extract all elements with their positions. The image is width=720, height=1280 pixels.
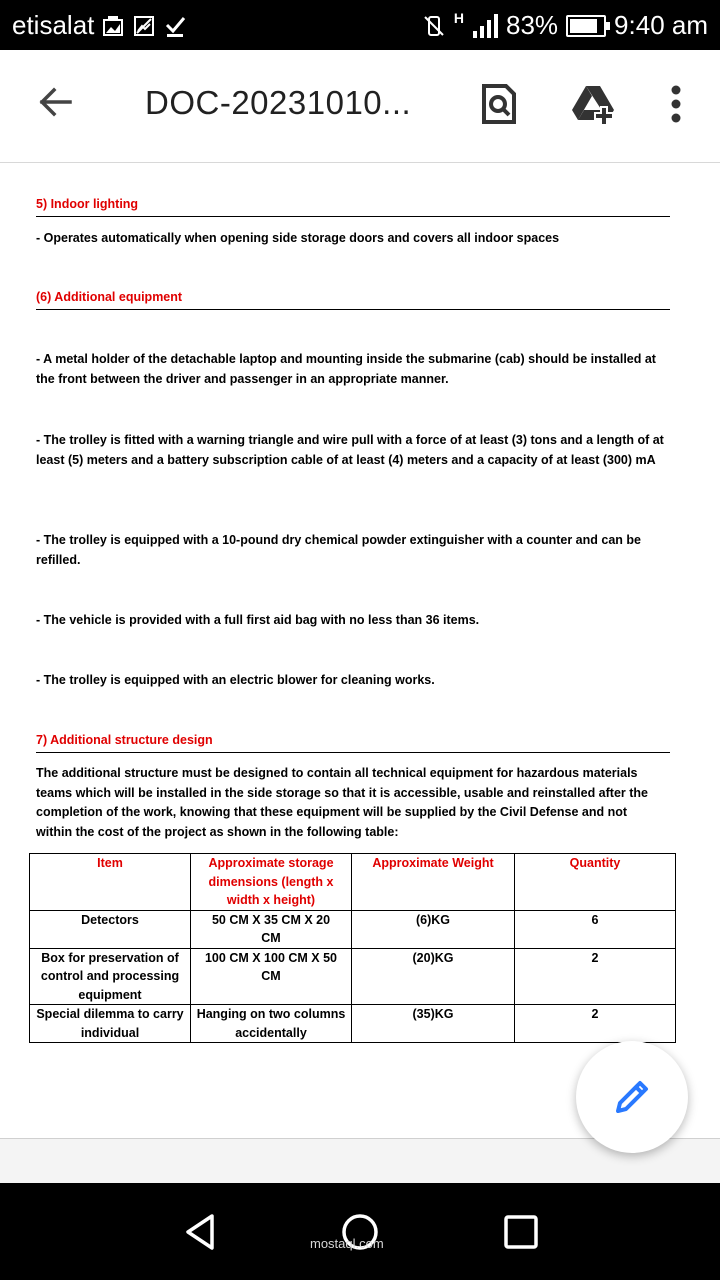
signal-icon bbox=[472, 13, 498, 39]
status-left bbox=[12, 10, 186, 41]
clock: 9:40 am bbox=[614, 10, 708, 40]
back-triangle-icon[interactable] bbox=[180, 1211, 222, 1253]
carrier-label: etisalat bbox=[12, 10, 95, 40]
section-5-rule bbox=[36, 216, 670, 217]
table-row bbox=[30, 948, 676, 1005]
table-cell: (20)KG bbox=[352, 948, 515, 1005]
watermark: mostaql.com bbox=[310, 1236, 384, 1251]
table-cell: (35)KG bbox=[352, 1005, 515, 1043]
table-cell: 6 bbox=[515, 910, 676, 948]
table-cell: Detectors bbox=[30, 910, 191, 948]
table-cell: 2 bbox=[515, 1005, 676, 1043]
equipment-table bbox=[29, 853, 676, 1043]
navigation-bar bbox=[0, 1183, 720, 1280]
section-7-title: 7) Additional structure design bbox=[36, 733, 213, 747]
section-5-title: 5) Indoor lighting bbox=[36, 197, 139, 211]
photo-icon bbox=[132, 14, 156, 38]
section-6-item: - The trolley is equipped with an electric blower for cleaning works. bbox=[36, 673, 435, 687]
section-5-text: - Operates automatically when opening side storage doors and covers all indoor spaces bbox=[36, 231, 560, 245]
section-6-item: - The trolley is fitted with a warning triangle and wire pull with a force of at least (3) tons and a length of at least (5) meters and a battery subscription cable of at least (4) meters and a capacity of at least (300) mA bbox=[36, 433, 664, 467]
edit-pencil-icon bbox=[610, 1075, 654, 1119]
table-cell: (6)KG bbox=[352, 910, 515, 948]
table-row bbox=[30, 910, 676, 948]
section-6-rule bbox=[36, 309, 670, 310]
table-cell: Special dilemma to carry individual bbox=[30, 1005, 191, 1043]
recents-square-icon[interactable] bbox=[500, 1211, 542, 1253]
app-bar bbox=[0, 50, 720, 163]
table-row bbox=[30, 1005, 676, 1043]
battery-icon bbox=[566, 15, 606, 37]
table-cell: 2 bbox=[515, 948, 676, 1005]
battery-level bbox=[570, 19, 597, 33]
notification-image-icon bbox=[102, 15, 124, 37]
table-header-row bbox=[30, 854, 676, 911]
document-page[interactable] bbox=[0, 163, 720, 1138]
section-6-item: - The vehicle is provided with a full first aid bag with no less than 36 items. bbox=[36, 613, 480, 627]
table-cell: Hanging on two columns accidentally bbox=[191, 1005, 352, 1043]
network-type-label: H bbox=[453, 9, 464, 26]
section-7-rule bbox=[36, 752, 670, 753]
document-title: DOC-20231010... bbox=[145, 84, 412, 121]
table-cell: Box for preservation of control and processing equipment bbox=[30, 948, 191, 1005]
table-header-cell: Approximate Weight bbox=[352, 854, 515, 911]
battery-percent: 83% bbox=[506, 10, 559, 40]
add-to-drive-icon[interactable] bbox=[570, 80, 618, 128]
table-header-cell: Approximate storage dimensions (length x width x height) bbox=[191, 854, 352, 911]
vibrate-off-icon bbox=[422, 14, 446, 38]
find-in-page-icon[interactable] bbox=[474, 80, 522, 128]
table-header-cell: Quantity bbox=[515, 854, 676, 911]
status-right bbox=[422, 10, 708, 41]
download-done-icon bbox=[164, 14, 186, 38]
table-cell: 50 CM X 35 CM X 20 CM bbox=[191, 910, 352, 948]
table-cell: 100 CM X 100 CM X 50 CM bbox=[191, 948, 352, 1005]
section-6-item: - The trolley is equipped with a 10-pound dry chemical powder extinguisher with a counter and can be refilled. bbox=[36, 533, 641, 567]
section-6-title: (6) Additional equipment bbox=[36, 290, 183, 304]
more-vert-icon[interactable] bbox=[652, 80, 700, 128]
status-bar bbox=[0, 0, 720, 50]
section-7-text: The additional structure must be designed to contain all technical equipment for hazardous materials teams which will be installed in the side storage so that it is accessible, usable and reinstalled after the completion of the work, knowing that these equipment will be supplied by the Civil Defense and not within the cost of the project as shown in the following table: bbox=[36, 766, 648, 839]
edit-fab-button[interactable] bbox=[576, 1041, 688, 1153]
back-arrow-icon[interactable] bbox=[34, 80, 78, 124]
section-6-item: - A metal holder of the detachable laptop and mounting inside the submarine (cab) should be installed at the front between the driver and passenger in an appropriate manner. bbox=[36, 352, 656, 386]
table-header-cell: Item bbox=[30, 854, 191, 911]
